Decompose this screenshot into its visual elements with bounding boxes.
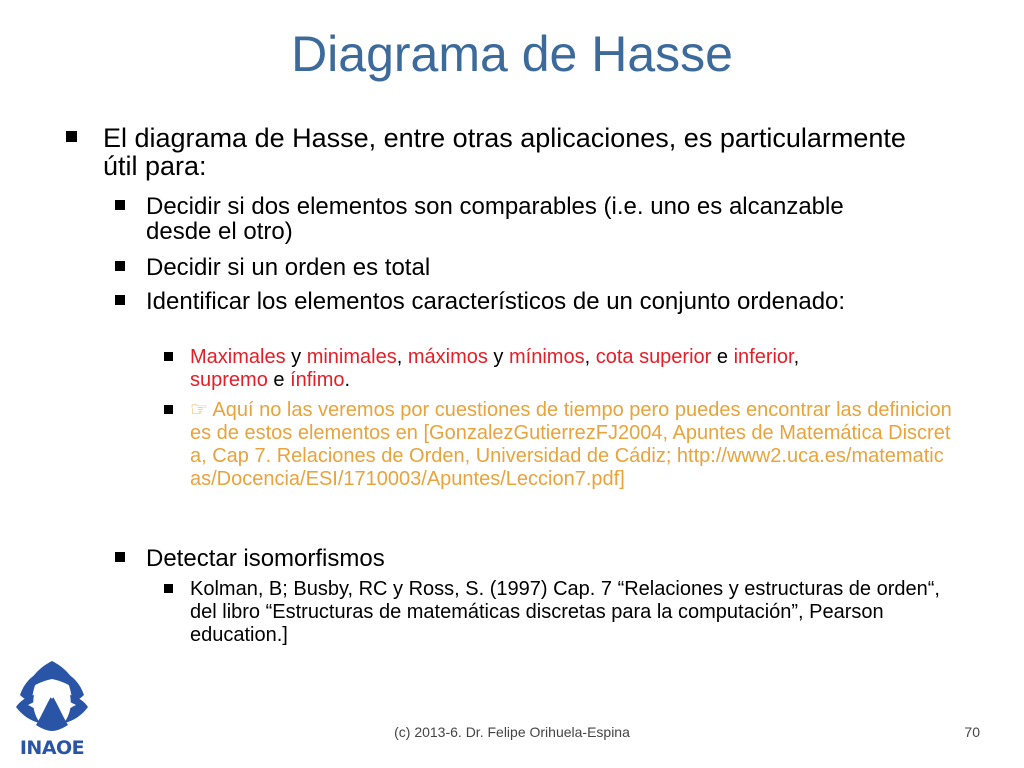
- term-minimales: minimales: [306, 346, 397, 368]
- reference-text: Kolman, B; Busby, RC y Ross, S. (1997) Cap. 7 “Relaciones y estructuras de orden“, del libro “Estructuras de matemáticas discretas para la computación”, Pearson education.]: [190, 578, 940, 646]
- bullet-total-order: [115, 255, 915, 280]
- term-infimo: ínfimo: [290, 369, 345, 391]
- term-minimos: mínimos: [509, 346, 585, 368]
- connector-text: .: [344, 369, 351, 391]
- slide-title: Diagrama de Hasse: [291, 26, 733, 82]
- connector-text: y: [487, 346, 509, 368]
- note-text: ☞ Aquí no las veremos por cuestiones de tiempo pero puedes encontrar las definiciones de estos elementos en [GonzalezGutierrezFJ2004, Apuntes de Matemática Discreta, Cap 7. Relaciones de Orden, Universidad de Cádiz; http://www2.uca.es/matematicas/Docencia/ESI/1710003/Apuntes/Leccion7.pdf]: [190, 399, 952, 490]
- square-bullet-icon: [164, 584, 173, 593]
- bullet-reference: [164, 578, 944, 647]
- bullet-terms: [164, 346, 944, 392]
- square-bullet-icon: [66, 131, 77, 142]
- bullet-text: Identificar los elementos característicos de un conjunto ordenado:: [146, 288, 846, 315]
- bullet-text: Decidir si dos elementos son comparables (i.e. uno es alcanzable desde el otro): [146, 193, 844, 245]
- square-bullet-icon: [164, 405, 173, 414]
- connector-text: e: [711, 346, 734, 368]
- connector-text: e: [267, 369, 291, 391]
- logo-text: INAOE: [19, 737, 85, 759]
- connector-text: y: [285, 346, 307, 368]
- bullet-text: El diagrama de Hasse, entre otras aplicaciones, es particularmente útil para:: [103, 123, 906, 181]
- inaoe-logo: [6, 655, 98, 761]
- square-bullet-icon: [115, 200, 125, 210]
- bullet-text: Decidir si un orden es total: [146, 254, 431, 281]
- term-maximales: Maximales: [190, 346, 286, 368]
- term-inferior: inferior: [733, 346, 794, 368]
- term-cota-superior: cota superior: [595, 346, 712, 368]
- bullet-characteristic-elements: [115, 289, 915, 314]
- bullet-note: [164, 399, 959, 491]
- connector-text: ,: [584, 346, 596, 368]
- terms-text: [190, 346, 799, 392]
- bullet-main: [66, 124, 926, 180]
- square-bullet-icon: [115, 261, 125, 271]
- square-bullet-icon: [115, 295, 125, 305]
- connector-text: ,: [396, 346, 408, 368]
- bullet-comparable: [115, 194, 915, 244]
- square-bullet-icon: [115, 552, 125, 562]
- square-bullet-icon: [164, 352, 173, 361]
- bullet-text: Detectar isomorfismos: [146, 545, 385, 572]
- bullet-isomorphisms: [115, 546, 915, 571]
- page-number: 70: [964, 724, 980, 740]
- term-supremo: supremo: [190, 369, 268, 391]
- footer-copyright: (c) 2013-6. Dr. Felipe Orihuela-Espina: [394, 724, 630, 740]
- connector-text: ,: [793, 346, 800, 368]
- term-maximos: máximos: [407, 346, 488, 368]
